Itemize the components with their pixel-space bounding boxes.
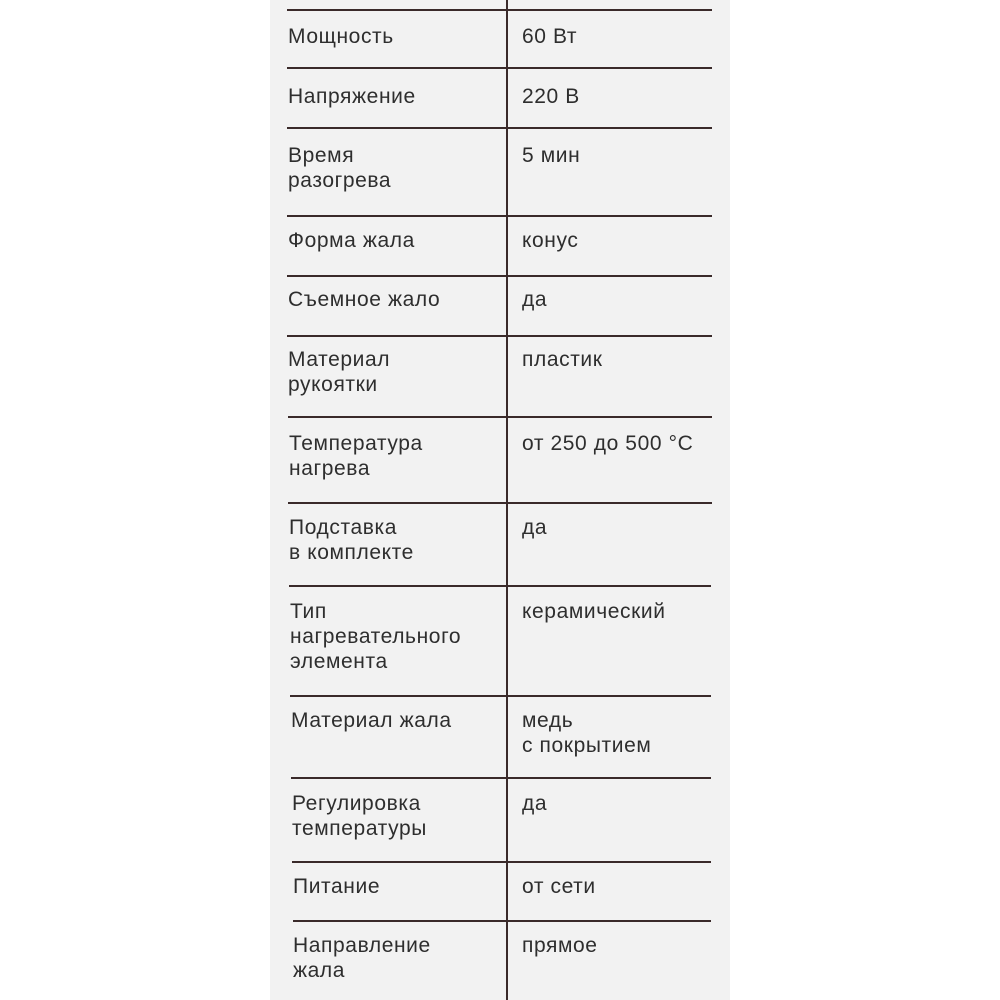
spec-value: конус [522, 229, 579, 252]
spec-label: Направление жала [293, 934, 431, 982]
row-divider [288, 502, 712, 504]
spec-value: да [522, 516, 548, 539]
spec-value: от 250 до 500 °С [522, 432, 694, 455]
row-divider [291, 777, 711, 779]
spec-label: Мощность [288, 25, 394, 48]
spec-label: Съемное жало [288, 288, 441, 311]
spec-value: 5 мин [522, 144, 581, 167]
spec-value: прямое [522, 934, 598, 957]
spec-value: 60 Вт [522, 25, 578, 48]
spec-label: Питание [293, 875, 381, 898]
spec-value: медь с покрытием [522, 709, 652, 757]
row-divider [287, 215, 712, 217]
row-divider [290, 695, 711, 697]
row-divider [293, 920, 711, 922]
spec-value: керамический [522, 600, 666, 623]
spec-label: Время разогрева [288, 144, 392, 192]
spec-label: Регулировка температуры [292, 792, 427, 840]
spec-label: Напряжение [288, 85, 416, 108]
spec-label: Тип нагревательного элемента [290, 600, 462, 673]
row-divider [287, 67, 712, 69]
spec-label: Подставка в комплекте [289, 516, 414, 564]
spec-value: от сети [522, 875, 596, 898]
spec-value: да [522, 288, 548, 311]
spec-label: Материал жала [291, 709, 452, 732]
row-divider [287, 275, 712, 277]
row-divider [289, 585, 711, 587]
row-divider [287, 335, 712, 337]
spec-value: да [522, 792, 548, 815]
spec-label: Форма жала [288, 229, 415, 252]
spec-value: 220 В [522, 85, 580, 108]
row-divider [292, 861, 711, 863]
spec-value: пластик [522, 348, 603, 371]
row-divider [287, 127, 712, 129]
spec-label: Температура нагрева [289, 432, 423, 480]
row-divider [287, 9, 712, 11]
row-divider [288, 416, 712, 418]
column-divider [506, 0, 508, 1000]
spec-label: Материал рукоятки [288, 348, 391, 396]
